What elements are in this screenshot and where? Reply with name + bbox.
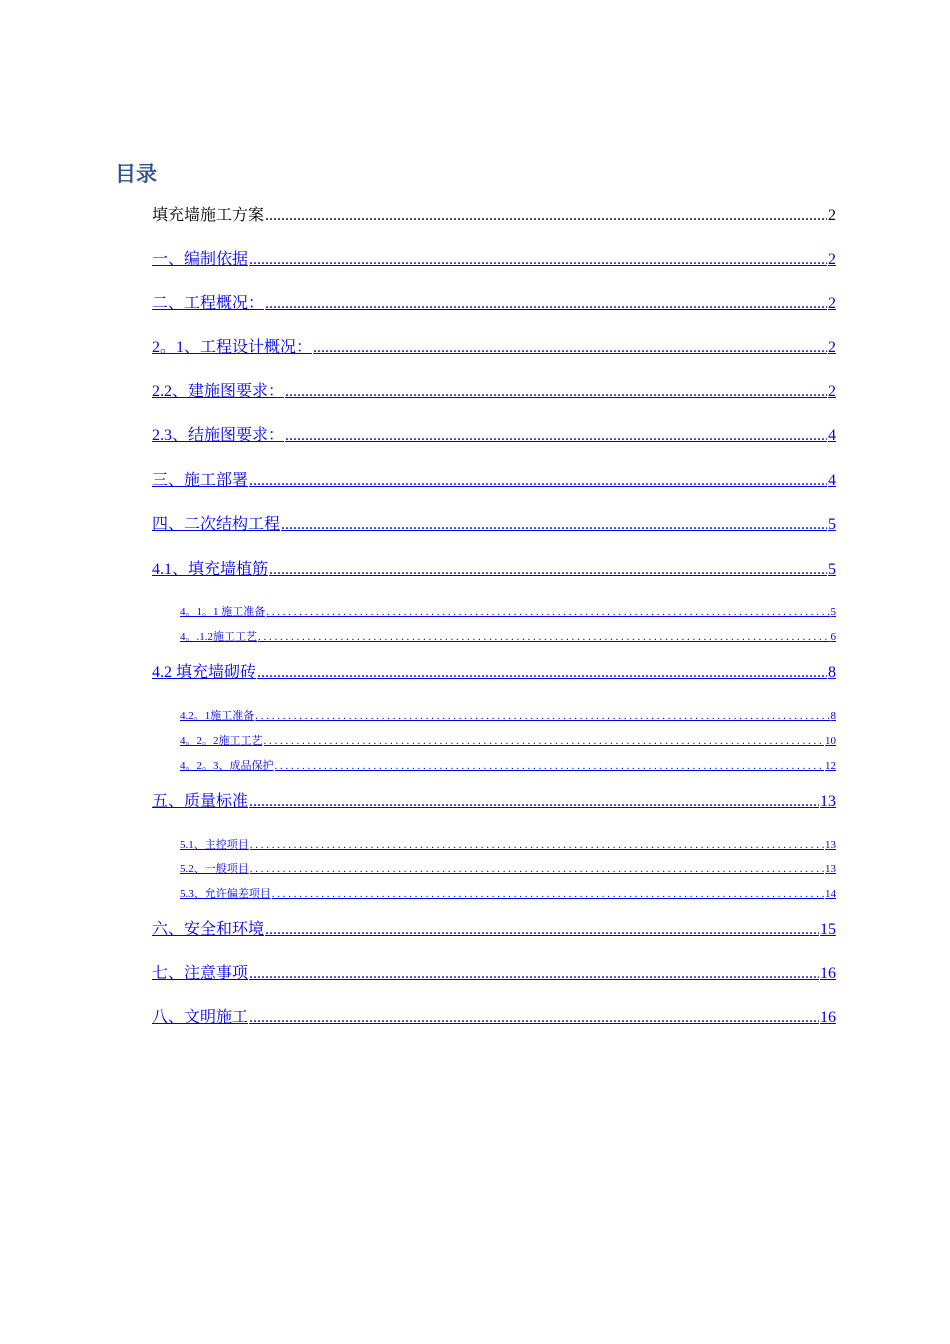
toc-entry[interactable]	[152, 960, 836, 982]
toc-page-number: 2	[828, 207, 836, 224]
toc-entry-label: 4。2。3、成品保护	[180, 760, 274, 772]
toc-entry[interactable]	[152, 1004, 836, 1026]
toc-page-number: 2	[828, 383, 836, 400]
toc-leader	[266, 606, 829, 618]
toc-leader	[275, 760, 825, 772]
toc-page-number: 6	[830, 631, 836, 643]
toc-entry[interactable]	[180, 603, 836, 617]
toc-page-number: 2	[828, 339, 836, 356]
toc-entry[interactable]	[152, 556, 836, 578]
toc-entry-label: 5.1、主控项目	[180, 839, 249, 851]
toc-entry-label: 六、安全和环境	[152, 921, 265, 938]
toc-entry[interactable]	[152, 916, 836, 938]
toc-entry[interactable]	[180, 836, 836, 850]
toc-entry-label: 四、二次结构工程	[152, 516, 281, 533]
toc-entry-label: 4.1、填充墙植筋	[152, 561, 269, 578]
toc-leader	[269, 561, 827, 579]
toc-page-number: 16	[820, 965, 836, 982]
toc-entry-label: 一、编制依据	[152, 251, 249, 268]
toc-leader	[285, 427, 827, 445]
toc-leader	[257, 664, 827, 682]
toc-entry-label: 五、质量标准	[152, 793, 249, 810]
toc-leader	[264, 735, 825, 747]
toc-entry-label: 2.3、结施图要求：	[152, 427, 285, 444]
toc-page-number: 5	[828, 561, 836, 578]
toc-entry-label: 4。1。1 施工准备	[180, 606, 266, 618]
toc-entry-label: 三、施工部署	[152, 472, 249, 489]
toc-page-number: 13	[820, 793, 836, 810]
toc-entry-label: 填充墙施工方案	[152, 207, 265, 224]
toc-leader	[249, 1009, 819, 1027]
toc-leader	[255, 710, 829, 722]
toc-entry[interactable]	[152, 334, 836, 356]
toc-page-number: 12	[825, 760, 836, 772]
toc-leader	[285, 383, 827, 401]
toc-page-number: 5	[830, 606, 836, 618]
toc-leader	[265, 295, 827, 313]
toc-entry-label: 5.3、允许偏差项目	[180, 888, 271, 900]
toc-entry[interactable]	[180, 732, 836, 746]
toc-entry[interactable]	[152, 378, 836, 400]
toc-entry[interactable]	[152, 202, 836, 224]
toc-leader	[265, 921, 819, 939]
toc-leader	[258, 631, 830, 643]
toc-page-number: 13	[825, 839, 836, 851]
toc-entry[interactable]	[152, 246, 836, 268]
toc-leader	[249, 251, 827, 269]
toc-entry-label: 4.2 填充墙砌砖	[152, 664, 257, 681]
toc-leader	[249, 793, 819, 811]
toc-entry-label: 4。.1.2施工工艺	[180, 631, 257, 643]
toc-page-number: 2	[828, 251, 836, 268]
toc-entry[interactable]	[180, 885, 836, 899]
toc-page-number: 8	[830, 710, 836, 722]
toc-leader	[250, 839, 824, 851]
toc-page-number: 16	[820, 1009, 836, 1026]
toc-entry[interactable]	[152, 290, 836, 312]
toc-leader	[272, 888, 824, 900]
toc-entry-label: 4.2。1施工准备	[180, 710, 255, 722]
toc-entry[interactable]	[180, 628, 836, 642]
toc-entry-label: 5.2、一般项目	[180, 863, 249, 875]
toc-page-number: 14	[825, 888, 836, 900]
toc-entry-label: 2。1、工程设计概况：	[152, 339, 313, 356]
toc-entry[interactable]	[180, 757, 836, 771]
toc-page-number: 8	[828, 664, 836, 681]
toc-leader	[250, 863, 824, 875]
toc-entry[interactable]	[152, 422, 836, 444]
toc-entry-label: 二、工程概况：	[152, 295, 265, 312]
toc-entry-label: 2.2、建施图要求：	[152, 383, 285, 400]
toc-leader	[249, 472, 827, 490]
toc-page-number: 15	[820, 921, 836, 938]
toc-leader	[281, 516, 827, 534]
toc-page-number: 10	[825, 735, 836, 747]
toc-page-number: 4	[828, 427, 836, 444]
toc-entry-label: 4。2。2施工工艺	[180, 735, 263, 747]
toc-page-number: 5	[828, 516, 836, 533]
toc-leader	[313, 339, 827, 357]
toc-entry[interactable]	[152, 467, 836, 489]
toc-entry[interactable]	[152, 788, 836, 810]
toc-entry[interactable]	[152, 511, 836, 533]
toc-leader	[249, 965, 819, 983]
toc-entry-label: 七、注意事项	[152, 965, 249, 982]
toc-entry[interactable]	[180, 860, 836, 874]
toc-page-number: 2	[828, 295, 836, 312]
toc-leader	[265, 207, 827, 225]
toc-page-number: 13	[825, 863, 836, 875]
toc-heading: 目录	[115, 162, 157, 186]
toc-entry[interactable]	[152, 659, 836, 681]
toc-entry[interactable]	[180, 707, 836, 721]
toc-page-number: 4	[828, 472, 836, 489]
toc-entry-label: 八、文明施工	[152, 1009, 249, 1026]
